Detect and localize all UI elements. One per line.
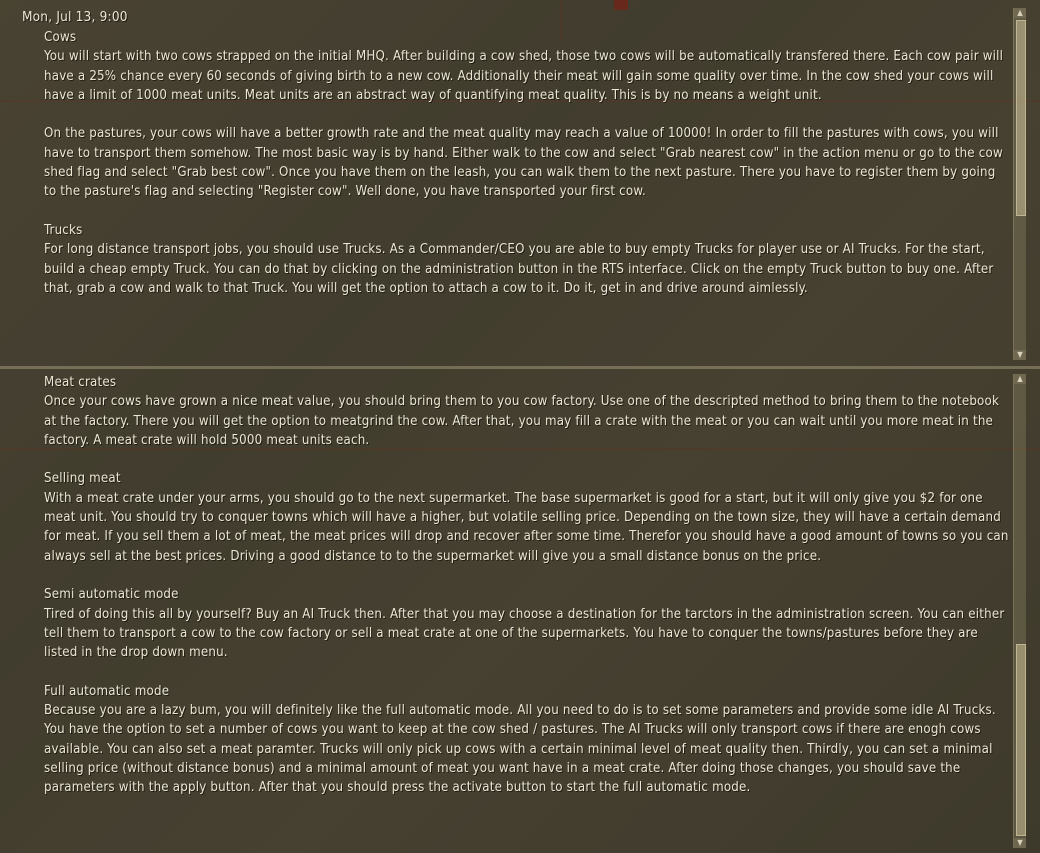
section-paragraph: With a meat crate under your arms, you should go to the next supermarket. The base supermarket is good for a start, but it will only give you $2 for one meat unit. You should try to conquer towns which will have a higher, but volatile selling price. Depending on the town size, they will have a certain demand for meat. If you sell them a lot of meat, the meat prices will drop and recover after some time. Therefor you should have a good amount of towns so you can always sell at the best prices. Driving a good distance to to the supermarket will give you a small distance bonus on the price. [44,490,1009,564]
section-title: Semi automatic mode [44,587,179,603]
section-paragraph: Once your cows have grown a nice meat value, you should bring them to you cow factory. Use one of the descripted method to bring them to the notebook at the factory. There you will get the option to meatgrind the cow. After that, you may fill a crate with the meat or you can wait until you more meat in the factory. A meat crate will hold 5000 meat units each. [44,394,1000,448]
scroll-down-icon[interactable]: ▼ [1014,838,1026,848]
scroll-up-icon[interactable]: ▲ [1014,374,1026,384]
section-paragraph: On the pastures, your cows will have a better growth rate and the meat quality may reach a value of 10000! In order to fill the pastures with cows, you will have to transport them somehow. The most basic way is by hand. Either walk to the cow and select "Grab nearest cow" in the action menu or go to the cow shed flag and select "Grab best cow". Once you have them on the leash, you can walk them to the next pasture. There you have to register them by going to the pasture's flag and selecting "Register cow". Well done, you have transported your first cow. [44,126,1003,200]
section-title: Meat crates [44,375,117,390]
section-paragraph: For long distance transport jobs, you should use Trucks. As a Commander/CEO you are able to buy empty Trucks for player use or AI Trucks. For the start, build a cheap empty Truck. You can do that by clicking on the administration button in the RTS interface. Click on the empty Truck button to buy one. After that, grab a cow and walk to that Truck. You will get the option to attach a cow to it. Do it, get in and drive around aimlessly. [44,242,994,296]
datetime-label: Mon, Jul 13, 9:00 [22,9,128,25]
scrollbar-top[interactable] [1013,8,1026,360]
section-title: Cows [44,30,77,45]
scroll-thumb[interactable] [1016,20,1026,216]
section-title: Full automatic mode [44,683,170,699]
section-paragraph: You will start with two cows strapped on the initial MHQ. After building a cow shed, those two cows will be automatically transfered there. Each cow pair will have a 25% chance every 60 seconds of giving birth to a new cow. Additionally their meat will gain some quality over time. In the cow shed your cows will have a limit of 1000 meat units. Meat units are an abstract way of quantifying meat quality. This is by no means a weight unit. [44,49,1004,103]
section-title: Selling meat [44,471,121,487]
briefing-text-bottom [44,373,1010,798]
section-paragraph: Because you are a lazy bum, you will definitely like the full automatic mode. All you need to do is to set some parameters and provide some idle AI Trucks. You have the option to set a number of cows you want to keep at the cow shed / pastures. The AI Trucks will only transport cows if there are enogh cows available. You can also set a meat paramter. Trucks will only pick up cows with a certain minimal level of meat quality then. Thirdly, you can set a minimal selling price (without distance bonus) and a minimal amount of meat you want have in a meat crate. After doing those changes, you should save the parameters with the apply button. After that you should press the activate button to start the full automatic mode. [44,703,996,796]
scroll-up-icon[interactable]: ▲ [1014,8,1026,18]
scroll-thumb[interactable] [1016,644,1026,836]
scroll-down-icon[interactable]: ▼ [1014,350,1026,360]
section-paragraph: Tired of doing this all by yourself? Buy an AI Truck then. After that you may choose a destination for the tarctors in the administration screen. You can either tell them to transport a cow to the cow factory or sell a meat crate at one of the supermarkets. You have to conquer the towns/pastures before they are listed in the drop down menu. [44,606,1005,661]
scrollbar-bottom[interactable] [1013,374,1026,848]
briefing-text-top [44,28,1010,298]
section-title: Trucks [44,222,83,238]
